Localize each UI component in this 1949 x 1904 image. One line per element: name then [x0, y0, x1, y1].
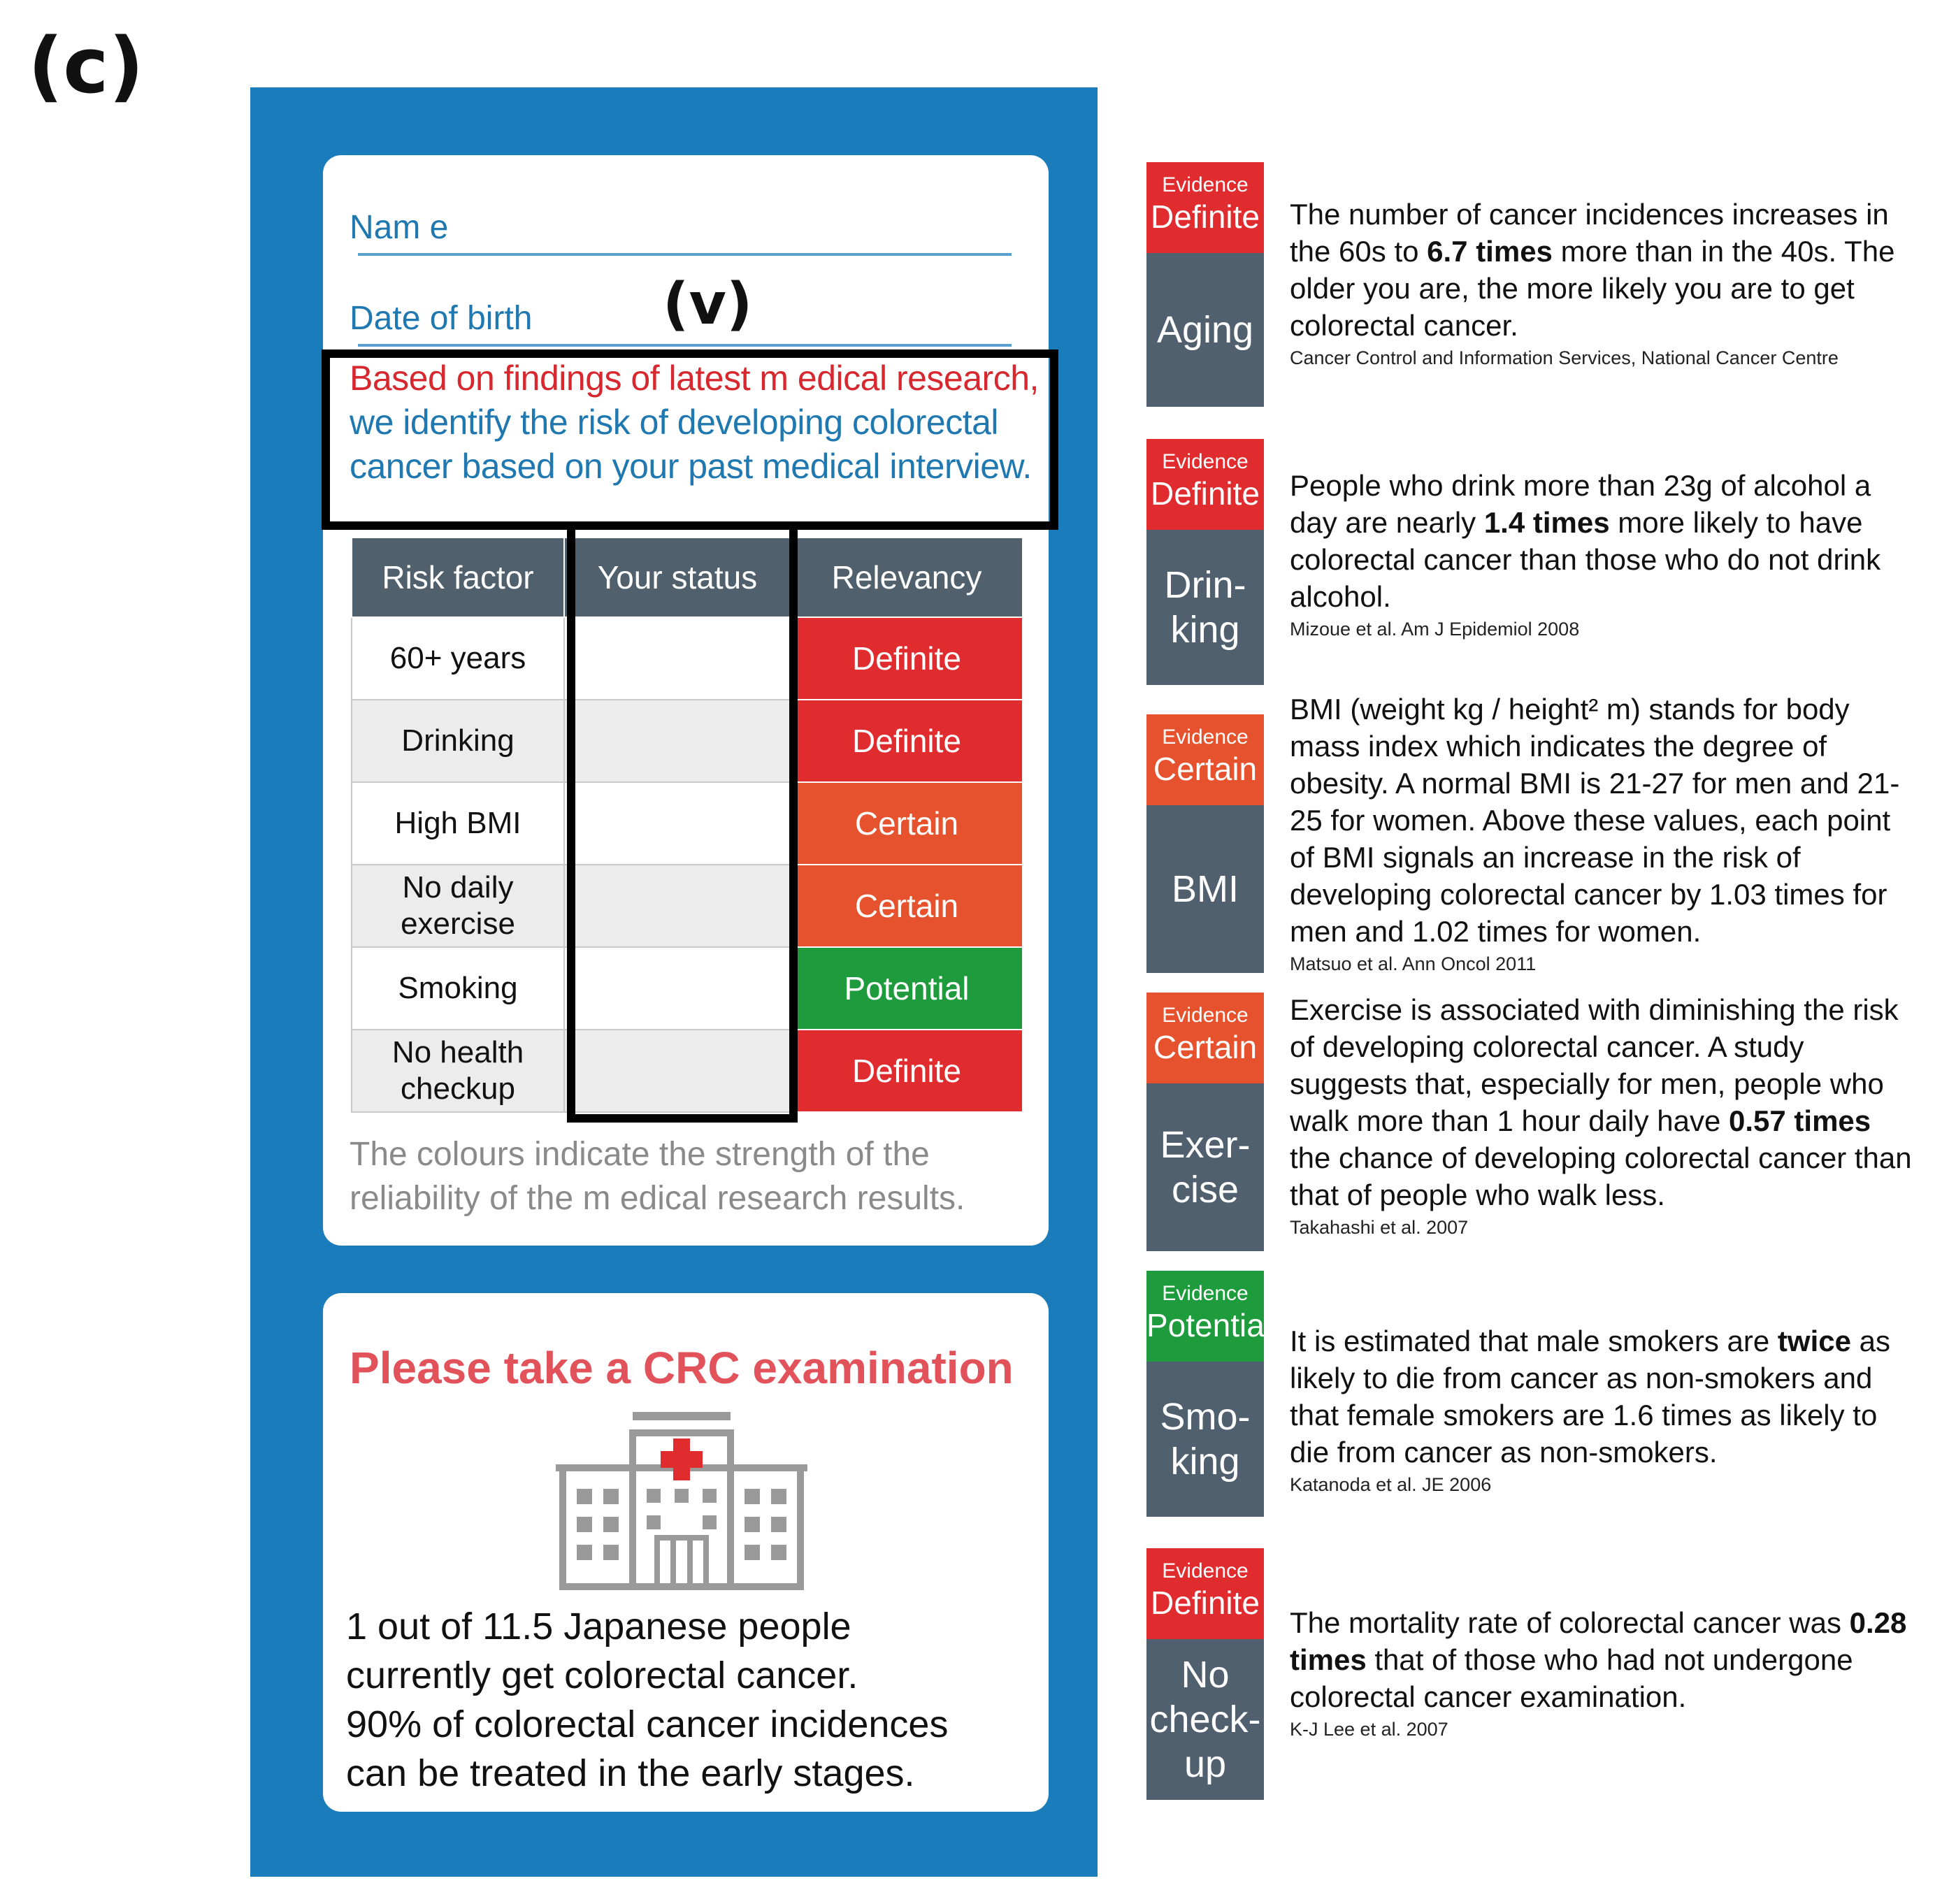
hospital-icon: [556, 1412, 807, 1594]
evidence-caption: Evidence: [1162, 173, 1249, 196]
evidence-text: BMI (weight kg / height² m) stands for body mass index which indicates the degree of obesity. A normal BMI is 21-27 for men and 21-25 for women. Above these values, each point of BMI signals an increase in the risk of developing colorectal cancer by 1.03 times for men and 1.02 times for women.: [1290, 693, 1900, 948]
dob-label: Date of birth: [350, 300, 533, 337]
exam-title: Please take a CRC examination: [350, 1343, 1014, 1393]
header-relevancy: Relevancy: [791, 538, 1023, 617]
evidence-highlight: 6.7 times: [1427, 235, 1553, 268]
risk-factor-tile-label: Exer- cise: [1160, 1124, 1251, 1211]
evidence-caption: Evidence: [1162, 450, 1249, 473]
evidence-level-badge: [1146, 993, 1264, 1083]
evidence-description: [1290, 991, 1919, 1239]
evidence-level: Certain: [1153, 751, 1258, 787]
evidence-badge: [1146, 162, 1264, 407]
evidence-level-badge: [1146, 714, 1264, 805]
risk-factor-cell: High BMI: [352, 782, 564, 865]
risk-factor-cell: No daily exercise: [352, 865, 564, 947]
risk-factor-tile: [1146, 1639, 1264, 1800]
evidence-caption: Evidence: [1162, 1282, 1249, 1305]
evidence-text: more than in the 40s. The older you are, the more likely you are to get colorectal cancer.: [1290, 235, 1895, 342]
evidence-badge: [1146, 439, 1264, 685]
evidence-level-badge: [1146, 1271, 1272, 1362]
evidence-text: that of those who had not undergone colorectal cancer examination.: [1290, 1643, 1853, 1713]
name-field[interactable]: [358, 253, 1012, 256]
evidence-text: the chance of developing colorectal cancer than that of people who walk less.: [1290, 1141, 1912, 1211]
evidence-level-badge: [1146, 1548, 1264, 1639]
evidence-badge: [1146, 993, 1264, 1251]
risk-factor-cell: Smoking: [352, 947, 564, 1030]
evidence-level: Certain: [1153, 1029, 1258, 1065]
evidence-caption: Evidence: [1162, 726, 1249, 749]
evidence-text: The mortality rate of colorectal cancer was: [1290, 1606, 1850, 1639]
panel-label: (c): [28, 21, 144, 110]
evidence-caption: Evidence: [1162, 1559, 1249, 1582]
evidence-level: Definite: [1151, 199, 1260, 235]
intro-red-text: Based on findings of latest m edical research,: [350, 359, 1039, 398]
evidence-highlight: 1.4 times: [1483, 506, 1610, 539]
risk-factor-tile-label: Drin- king: [1164, 564, 1246, 651]
risk-factor-tile-label: BMI: [1171, 868, 1239, 910]
annotation-label: (v): [663, 271, 753, 338]
evidence-highlight: twice: [1777, 1325, 1851, 1357]
exam-statistics: [346, 1602, 1052, 1798]
evidence-text: as likely to die from cancer as non-smokers and that female smokers are 1.6 times as likely to die from cancer as non-smokers.: [1290, 1325, 1890, 1469]
dob-field[interactable]: [358, 344, 1012, 347]
risk-factor-tile: [1146, 1083, 1264, 1251]
colour-note: The colours indicate the strength of the reliability of the m edical research results.: [350, 1136, 965, 1217]
stat-line: 90% of colorectal cancer incidences: [346, 1703, 949, 1745]
evidence-source: K-J Lee et al. 2007: [1290, 1719, 1448, 1740]
risk-factor-tile: [1146, 805, 1264, 973]
evidence-source: Mizoue et al. Am J Epidemiol 2008: [1290, 619, 1580, 640]
relevancy-badge: Definite: [791, 617, 1023, 700]
evidence-level-badge: [1146, 439, 1264, 530]
evidence-description: [1290, 196, 1919, 369]
evidence-source: Cancer Control and Information Services, National Cancer Centre: [1290, 347, 1839, 368]
risk-factor-tile: [1146, 253, 1264, 407]
evidence-description: [1290, 1604, 1919, 1740]
stat-line: currently get colorectal cancer.: [346, 1654, 858, 1696]
relevancy-badge: Definite: [791, 700, 1023, 782]
evidence-text: more likely to have colorectal cancer than those who do not drink alcohol.: [1290, 506, 1881, 613]
evidence-level: Definite: [1151, 475, 1260, 512]
evidence-badge: [1146, 1548, 1264, 1800]
evidence-level-badge: [1146, 162, 1264, 253]
evidence-text: The number of cancer incidences increases in the 60s to: [1290, 198, 1889, 268]
evidence-badge: [1146, 1271, 1272, 1517]
risk-factor-tile-label: Smo- king: [1160, 1396, 1251, 1483]
relevancy-badge: Certain: [791, 782, 1023, 865]
evidence-badge: [1146, 714, 1264, 973]
risk-factor-tile: [1146, 530, 1264, 685]
annotation-box-status-column: [567, 521, 798, 1123]
relevancy-badge: Potential: [791, 947, 1023, 1030]
evidence-level: Definite: [1151, 1585, 1260, 1621]
header-your-status: Your status: [564, 538, 791, 617]
name-label: Nam e: [350, 209, 449, 246]
risk-factor-cell: Drinking: [352, 700, 564, 782]
evidence-description: [1290, 1322, 1919, 1496]
risk-factor-tile-label: Aging: [1156, 309, 1254, 351]
evidence-highlight: 0.28 times: [1290, 1606, 1907, 1676]
annotation-box-intro: [322, 349, 1058, 530]
evidence-description: [1290, 467, 1919, 640]
risk-factor-tile: [1146, 1362, 1264, 1517]
evidence-level: Potential: [1146, 1307, 1272, 1343]
evidence-source: Katanoda et al. JE 2006: [1290, 1474, 1492, 1495]
intro-blue-text: we identify the risk of developing colorectal cancer based on your past medical interview.: [350, 403, 1032, 486]
evidence-source: Takahashi et al. 2007: [1290, 1217, 1469, 1238]
risk-factor-cell: No health checkup: [352, 1030, 564, 1112]
risk-factor-cell: 60+ years: [352, 617, 564, 700]
relevancy-badge: Certain: [791, 865, 1023, 947]
evidence-text: It is estimated that male smokers are: [1290, 1325, 1778, 1357]
evidence-description: [1290, 691, 1919, 975]
evidence-caption: Evidence: [1162, 1004, 1249, 1027]
evidence-text: Exercise is associated with diminishing the risk of developing colorectal cancer. A study suggests that, especially for men, people who walk more than 1 hour daily have: [1290, 993, 1899, 1137]
evidence-source: Matsuo et al. Ann Oncol 2011: [1290, 953, 1537, 974]
evidence-highlight: 0.57 times: [1729, 1104, 1871, 1137]
risk-factor-tile-label: No check- up: [1149, 1654, 1261, 1785]
header-risk-factor: Risk factor: [352, 538, 564, 617]
stat-line: 1 out of 11.5 Japanese people: [346, 1606, 851, 1647]
stat-line: can be treated in the early stages.: [346, 1752, 915, 1794]
relevancy-badge: Definite: [791, 1030, 1023, 1112]
evidence-text: People who drink more than 23g of alcohol a day are nearly: [1290, 469, 1871, 539]
